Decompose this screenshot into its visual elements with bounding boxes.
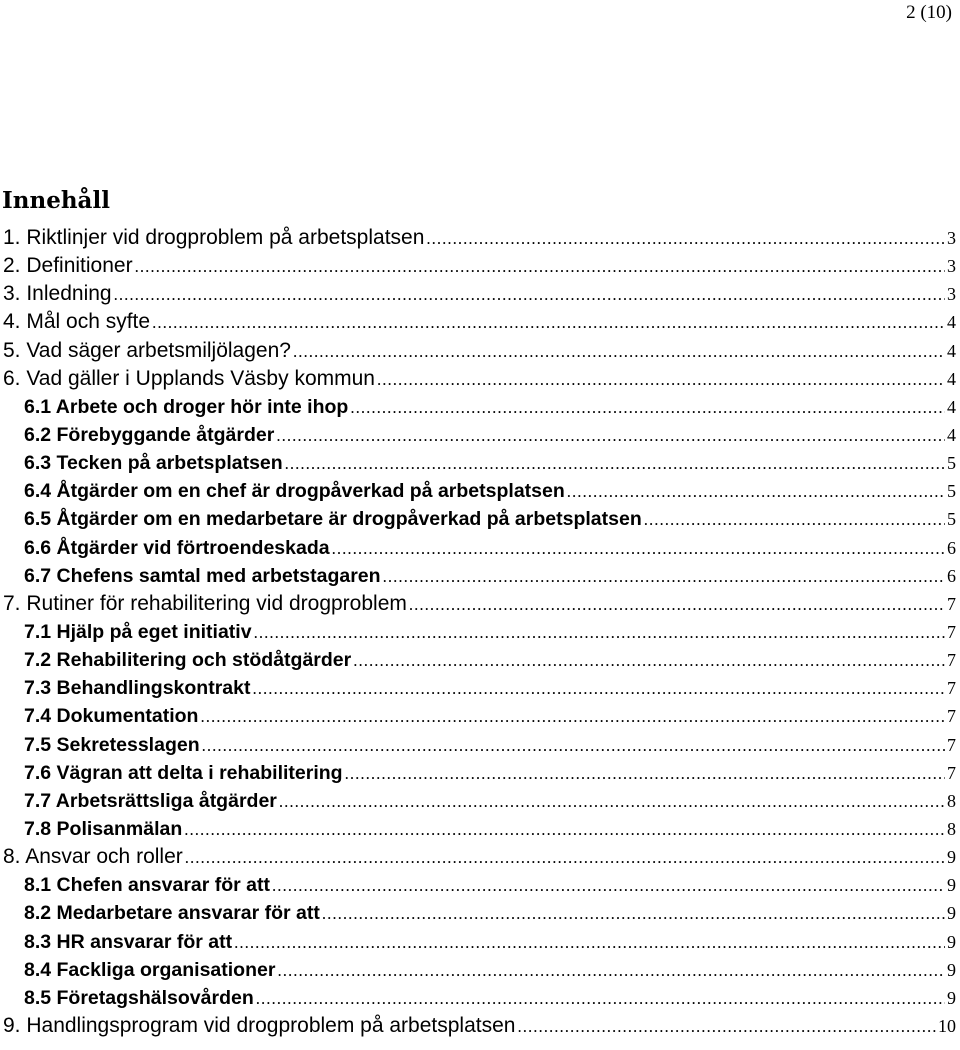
toc-entry[interactable] — [0, 702, 960, 730]
toc-dot-leader — [517, 1013, 936, 1041]
toc-dot-leader — [135, 253, 945, 281]
toc-entry-page: 3 — [947, 228, 956, 248]
toc-entry-page: 3 — [947, 256, 956, 277]
toc-entry-title: 7. Rutiner för rehabilitering vid drogproblem — [3, 591, 407, 615]
toc-entry[interactable] — [0, 337, 960, 365]
toc-dot-leader — [256, 985, 945, 1013]
toc-entry-page: 9 — [947, 903, 956, 924]
toc-entry-page: 4 — [947, 340, 956, 361]
toc-entry-title: 8.3 HR ansvarar för att — [24, 930, 233, 953]
toc-entry-title: 3. Inledning — [3, 282, 112, 306]
toc-dot-leader — [345, 760, 945, 788]
toc-entry-title: 6.6 Åtgärder vid förtroendeskada — [24, 536, 330, 559]
toc-entry[interactable] — [0, 618, 960, 646]
toc-dot-leader — [383, 563, 945, 591]
toc-dot-leader — [350, 394, 945, 422]
toc-entry[interactable] — [0, 674, 960, 702]
toc-heading: Innehåll — [2, 187, 110, 214]
toc-entry-title: 7.8 Polisanmälan — [24, 817, 183, 840]
toc-entry[interactable] — [0, 505, 960, 533]
toc-entry[interactable] — [0, 787, 960, 815]
toc-entry-page: 4 — [947, 396, 956, 417]
toc-dot-leader — [279, 788, 945, 816]
toc-dot-leader — [377, 366, 945, 394]
toc-entry-page: 9 — [947, 875, 956, 896]
toc-dot-leader — [185, 844, 945, 872]
toc-entry-title: 7.7 Arbetsrättsliga åtgärder — [24, 789, 277, 812]
toc-dot-leader — [276, 422, 945, 450]
toc-entry-page: 9 — [947, 959, 956, 980]
toc-entry[interactable] — [0, 534, 960, 562]
toc-dot-leader — [202, 732, 945, 760]
toc-entry-title: 5. Vad säger arbetsmiljölagen? — [3, 338, 291, 362]
toc-entry-page: 7 — [947, 734, 956, 755]
toc-entry-page: 7 — [947, 621, 956, 642]
toc-entry-page: 10 — [938, 1015, 956, 1036]
toc-entry-title: 7.4 Dokumentation — [24, 705, 199, 728]
toc-entry-title: 8.5 Företagshälsovården — [24, 986, 254, 1009]
toc-dot-leader — [322, 900, 945, 928]
toc-entry[interactable] — [0, 562, 960, 590]
toc-entry-page: 7 — [947, 678, 956, 699]
toc-entry-title: 6.1 Arbete och droger hör inte ihop — [24, 395, 349, 418]
toc-entry[interactable] — [0, 224, 960, 252]
toc-entry-title: 6.2 Förebyggande åtgärder — [24, 423, 275, 446]
toc-entry-title: 6.3 Tecken på arbetsplatsen — [24, 452, 283, 475]
toc-entry-title: 4. Mål och syfte — [3, 310, 151, 334]
toc-entry-page: 8 — [947, 818, 956, 839]
toc-entry-title: 7.5 Sekretesslagen — [24, 733, 200, 756]
toc-entry-page: 3 — [947, 284, 956, 305]
toc-entry-page: 4 — [947, 424, 956, 445]
toc-entry-page: 6 — [947, 565, 956, 586]
toc-dot-leader — [332, 535, 945, 563]
toc-entry-title: 7.2 Rehabilitering och stödåtgärder — [24, 649, 352, 672]
toc-entry[interactable] — [0, 365, 960, 393]
toc-entry[interactable] — [0, 590, 960, 618]
toc-entry[interactable] — [0, 1012, 960, 1040]
toc-entry[interactable] — [0, 843, 960, 871]
toc-dot-leader — [644, 506, 945, 534]
toc-entry[interactable] — [0, 956, 960, 984]
toc-entry[interactable] — [0, 899, 960, 927]
toc-dot-leader — [353, 647, 945, 675]
toc-entry-title: 7.1 Hjälp på eget initiativ — [24, 620, 252, 643]
toc-entry-page: 5 — [947, 509, 956, 530]
toc-entry[interactable] — [0, 449, 960, 477]
toc-entry-title: 6. Vad gäller i Upplands Väsby kommun — [3, 366, 375, 390]
toc-entry[interactable] — [0, 308, 960, 336]
toc-entry[interactable] — [0, 421, 960, 449]
toc-entry-page: 8 — [947, 790, 956, 811]
toc-entry[interactable] — [0, 393, 960, 421]
toc-entry-page: 4 — [947, 368, 956, 389]
page-number: 2 (10) — [906, 2, 952, 23]
toc-dot-leader — [567, 478, 945, 506]
toc-entry[interactable] — [0, 928, 960, 956]
toc-entry-title: 7.3 Behandlingskontrakt — [24, 677, 251, 700]
toc-entry-page: 7 — [947, 706, 956, 727]
toc-entry-title: 1. Riktlinjer vid drogproblem på arbetsplatsen — [3, 226, 425, 249]
toc-dot-leader — [114, 281, 945, 309]
toc-dot-leader — [409, 591, 945, 619]
toc-entry-page: 7 — [947, 593, 956, 614]
toc-entry-title: 8. Ansvar och roller — [3, 845, 183, 869]
toc-entry-page: 4 — [947, 312, 956, 333]
toc-entry[interactable] — [0, 280, 960, 308]
toc-entry[interactable] — [0, 477, 960, 505]
toc-entry-page: 9 — [947, 931, 956, 952]
toc-entry-page: 6 — [947, 537, 956, 558]
toc-dot-leader — [285, 450, 945, 478]
toc-entry[interactable] — [0, 984, 960, 1012]
toc-dot-leader — [252, 675, 945, 703]
toc-dot-leader — [426, 225, 945, 253]
toc-entry-title: 6.7 Chefens samtal med arbetstagaren — [24, 564, 381, 587]
toc-dot-leader — [184, 816, 945, 844]
toc-dot-leader — [293, 338, 945, 366]
toc-entry-title: 6.5 Åtgärder om en medarbetare är drogpåverkad på arbetsplatsen — [24, 508, 642, 531]
toc-entry-page: 5 — [947, 481, 956, 502]
toc-entry[interactable] — [0, 252, 960, 280]
toc-dot-leader — [277, 957, 945, 985]
toc-entry-page: 9 — [947, 847, 956, 868]
toc-entry[interactable] — [0, 646, 960, 674]
toc-entry-page: 7 — [947, 650, 956, 671]
toc-entry-page: 7 — [947, 762, 956, 783]
toc-dot-leader — [200, 703, 945, 731]
toc-entry-title: 9. Handlingsprogram vid drogproblem på arbetsplatsen — [3, 1013, 516, 1037]
toc-entry-title: 6.4 Åtgärder om en chef är drogpåverkad på arbetsplatsen — [24, 480, 565, 503]
toc-entry[interactable] — [0, 759, 960, 787]
toc-dot-leader — [152, 309, 945, 337]
toc-dot-leader — [272, 872, 945, 900]
toc-entry[interactable] — [0, 731, 960, 759]
toc-entry-title: 8.1 Chefen ansvarar för att — [24, 874, 271, 897]
toc-entry[interactable] — [0, 815, 960, 843]
toc-entry-page: 9 — [947, 987, 956, 1008]
toc-entry-title: 7.6 Vägran att delta i rehabilitering — [24, 761, 343, 784]
table-of-contents — [0, 224, 960, 1040]
toc-dot-leader — [254, 619, 945, 647]
toc-entry-page: 5 — [947, 453, 956, 474]
toc-entry-title: 8.2 Medarbetare ansvarar för att — [24, 902, 320, 925]
toc-entry-title: 8.4 Fackliga organisationer — [24, 958, 276, 981]
toc-entry-title: 2. Definitioner — [3, 254, 133, 278]
toc-entry[interactable] — [0, 871, 960, 899]
toc-dot-leader — [234, 929, 945, 957]
